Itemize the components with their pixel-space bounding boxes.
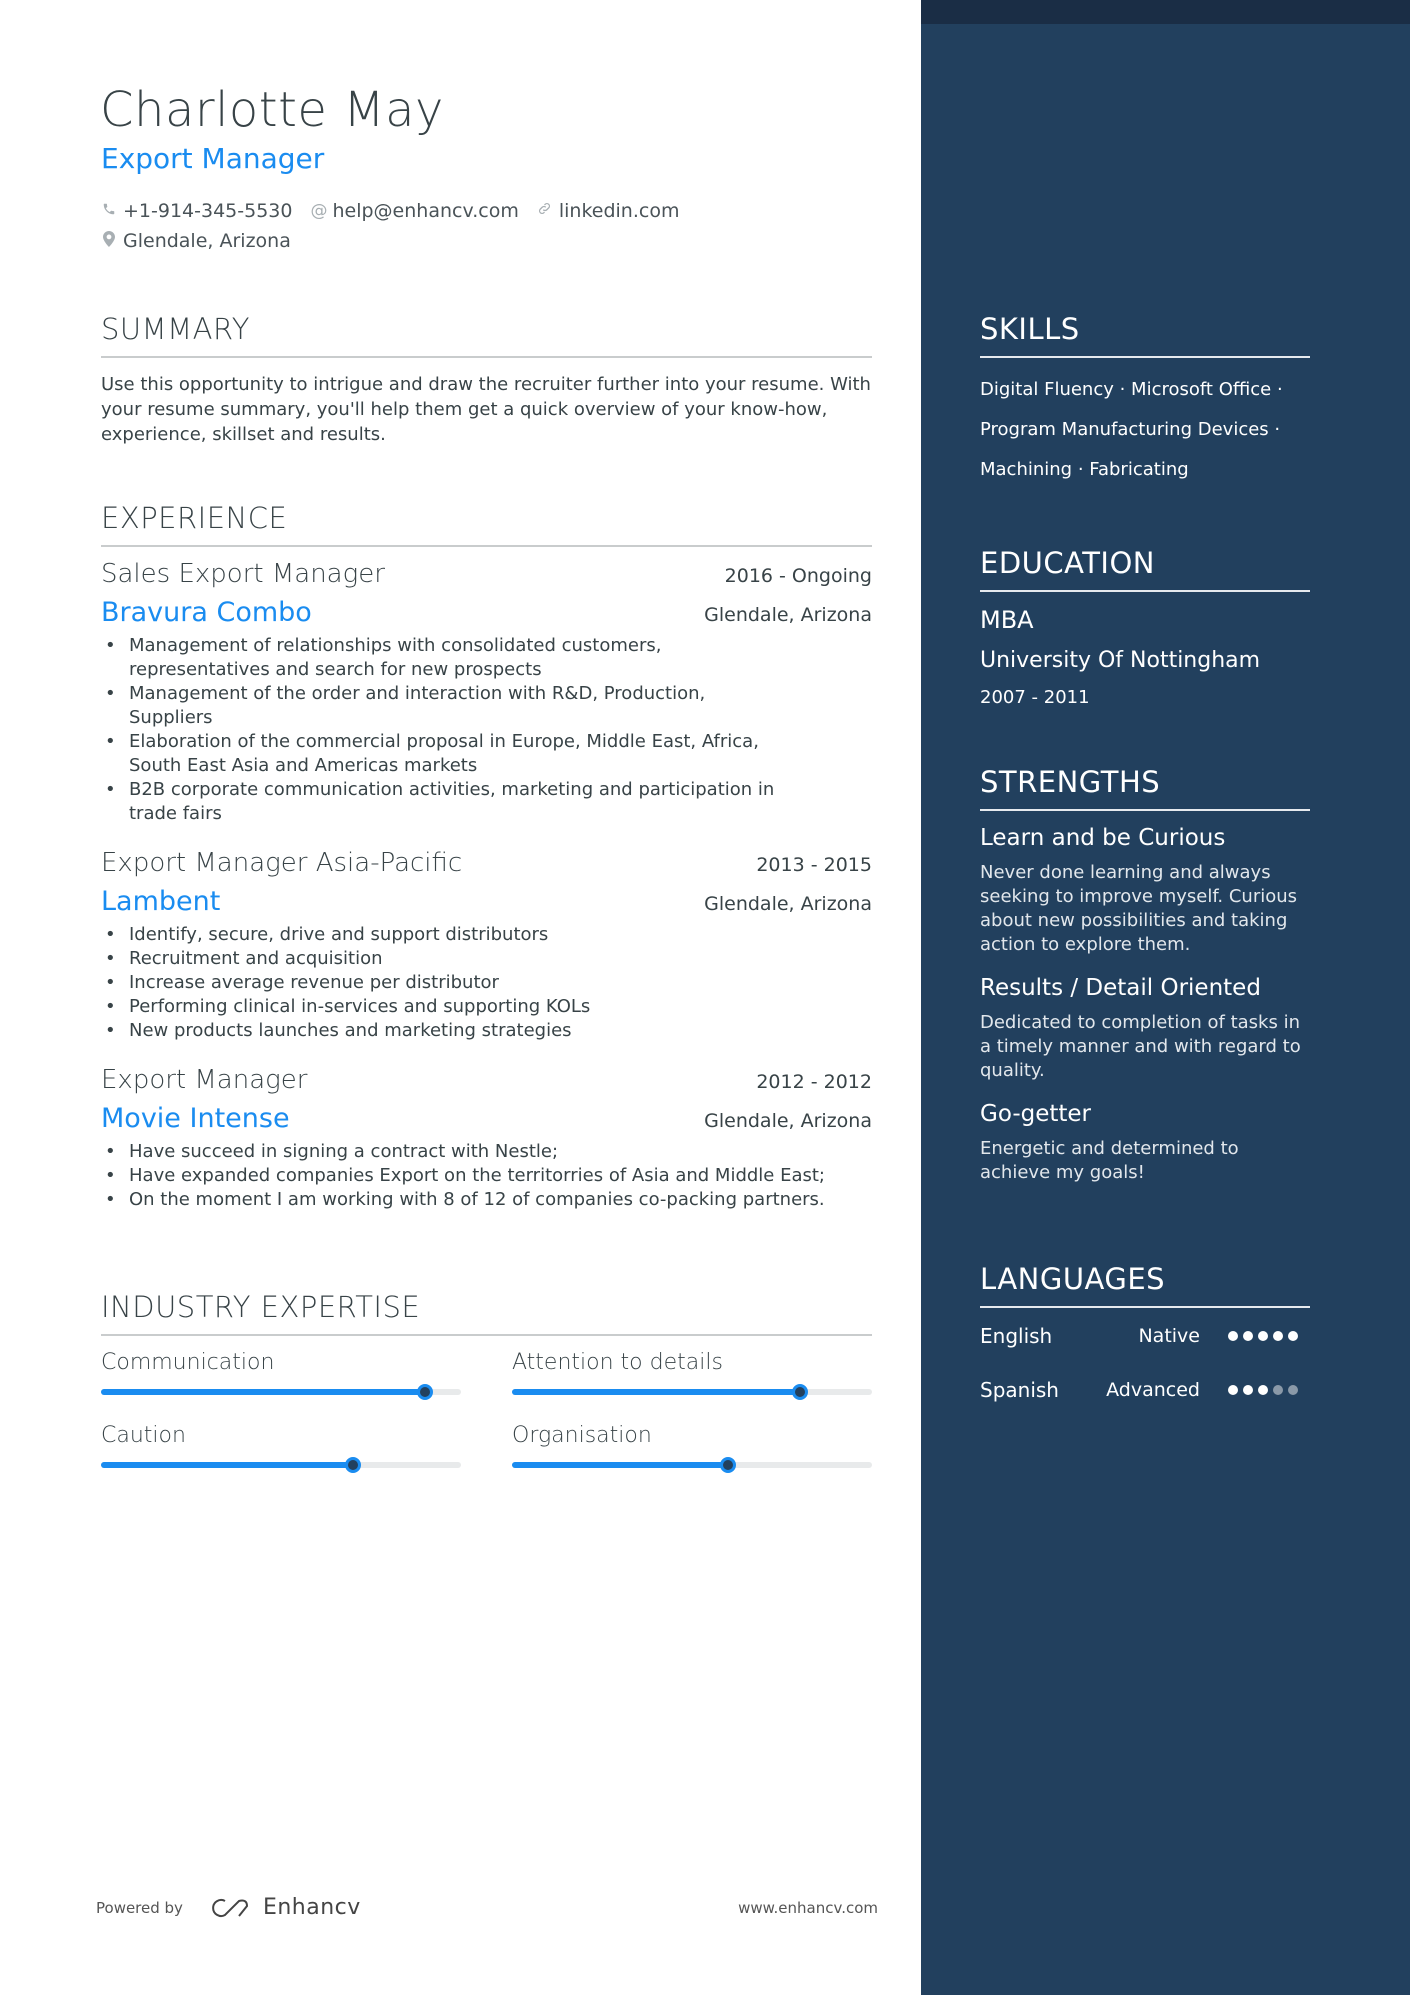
job-role: Export Manager Asia-Pacific xyxy=(101,848,463,878)
slider-knob xyxy=(792,1384,808,1400)
footer-url[interactable]: www.enhancv.com xyxy=(738,1898,878,1917)
strength-item xyxy=(980,975,1310,1083)
experience-section xyxy=(101,501,872,1212)
language-item xyxy=(980,1364,1310,1416)
bullet-item: • Identify, secure, drive and support distributors xyxy=(101,923,781,947)
bullet-item: • Recruitment and acquisition xyxy=(101,947,781,971)
expertise-item xyxy=(512,1423,872,1468)
section-title: LANGUAGES xyxy=(980,1262,1310,1308)
strengths-section xyxy=(980,765,1310,1185)
enhancv-logo-icon xyxy=(209,1896,255,1920)
expertise-label: Communication xyxy=(101,1350,275,1375)
section-title: EXPERIENCE xyxy=(101,501,872,547)
candidate-title: Export Manager xyxy=(101,142,325,175)
powered-by-label: Powered by xyxy=(96,1898,183,1917)
job-company: Lambent xyxy=(101,886,221,917)
slider-knob xyxy=(417,1384,433,1400)
job-entry xyxy=(101,1065,872,1212)
expertise-slider xyxy=(101,1389,461,1395)
dot-filled-icon xyxy=(1243,1331,1253,1341)
summary-text: Use this opportunity to intrigue and draw the recruiter further into your resume. With your resume summary, you'll help them get a quick overview of your know-how, experience, skillset and results. xyxy=(101,374,871,445)
dot-empty-icon xyxy=(1273,1385,1283,1395)
job-location: Glendale, Arizona xyxy=(704,1110,872,1132)
slider-knob xyxy=(345,1457,361,1473)
skills-line: Machining · Fabricating xyxy=(980,459,1189,480)
section-title: SKILLS xyxy=(980,312,1310,358)
job-bullets xyxy=(101,634,872,826)
proficiency-dots xyxy=(1228,1331,1298,1341)
contact-email[interactable] xyxy=(310,200,518,222)
expertise-slider xyxy=(101,1462,461,1468)
job-company: Movie Intense xyxy=(101,1103,290,1134)
bullet-item: • Have succeed in signing a contract with Nestle; xyxy=(101,1140,872,1164)
strength-item xyxy=(980,1101,1310,1185)
expertise-slider xyxy=(512,1462,872,1468)
language-name: Spanish xyxy=(980,1378,1059,1402)
bullet-item: • On the moment I am working with 8 of 12 of companies co-packing partners. xyxy=(101,1188,872,1212)
slider-fill xyxy=(101,1389,425,1395)
sidebar-top-bar xyxy=(921,0,1410,24)
section-title: STRENGTHS xyxy=(980,765,1310,811)
expertise-item xyxy=(512,1350,872,1395)
strength-description: Energetic and determined to achieve my goals! xyxy=(980,1138,1239,1183)
job-entry xyxy=(101,559,872,826)
dot-filled-icon xyxy=(1258,1385,1268,1395)
job-location: Glendale, Arizona xyxy=(704,893,872,915)
job-entry xyxy=(101,848,872,1043)
bullet-item: • Have expanded companies Export on the territorries of Asia and Middle East; xyxy=(101,1164,872,1188)
bullet-item: • Elaboration of the commercial proposal in Europe, Middle East, Africa, South East Asia and Americas markets xyxy=(101,730,781,778)
section-title: INDUSTRY EXPERTISE xyxy=(101,1290,872,1336)
job-dates: 2012 - 2012 xyxy=(756,1071,872,1093)
contact-location xyxy=(101,230,291,252)
edu-school: University Of Nottingham xyxy=(980,648,1261,673)
expertise-label: Caution xyxy=(101,1423,186,1448)
expertise-item xyxy=(101,1350,461,1395)
location-text: Glendale, Arizona xyxy=(123,230,291,252)
contact-phone xyxy=(101,200,292,222)
language-level: Native xyxy=(1138,1325,1200,1347)
job-bullets xyxy=(101,1140,872,1212)
strength-title: Go-getter xyxy=(980,1101,1092,1127)
expertise-label: Attention to details xyxy=(512,1350,723,1375)
dot-filled-icon xyxy=(1243,1385,1253,1395)
expertise-item xyxy=(101,1423,461,1468)
edu-dates: 2007 - 2011 xyxy=(980,687,1090,708)
section-title: SUMMARY xyxy=(101,312,872,358)
proficiency-dots xyxy=(1228,1385,1298,1395)
bullet-item: • Performing clinical in-services and supporting KOLs xyxy=(101,995,781,1019)
expertise-label: Organisation xyxy=(512,1423,652,1448)
bullet-item: • Management of the order and interaction with R&D, Production, Suppliers xyxy=(101,682,781,730)
dot-filled-icon xyxy=(1258,1331,1268,1341)
dot-filled-icon xyxy=(1228,1385,1238,1395)
map-pin-icon xyxy=(101,231,117,252)
industry-expertise-section xyxy=(101,1290,872,1468)
education-section xyxy=(980,546,1310,708)
edu-degree: MBA xyxy=(980,606,1034,634)
at-icon: @ xyxy=(310,201,328,221)
expertise-slider xyxy=(512,1389,872,1395)
strength-title: Results / Detail Oriented xyxy=(980,975,1261,1001)
dot-filled-icon xyxy=(1273,1331,1283,1341)
dot-filled-icon xyxy=(1288,1331,1298,1341)
job-dates: 2016 - Ongoing xyxy=(724,565,872,587)
dot-empty-icon xyxy=(1288,1385,1298,1395)
brand-name: Enhancv xyxy=(262,1895,361,1920)
candidate-name: Charlotte May xyxy=(100,82,444,138)
strength-description: Dedicated to completion of tasks in a timely manner and with regard to quality. xyxy=(980,1012,1301,1081)
skills-line: Digital Fluency · Microsoft Office · xyxy=(980,379,1283,400)
contact-info xyxy=(101,196,697,256)
strength-description: Never done learning and always seeking to improve myself. Curious about new possibilities and taking action to explore them. xyxy=(980,862,1298,955)
slider-fill xyxy=(101,1462,353,1468)
slider-fill xyxy=(512,1462,728,1468)
link-text[interactable]: linkedin.com xyxy=(558,200,680,222)
bullet-item: • New products launches and marketing strategies xyxy=(101,1019,781,1043)
phone-icon xyxy=(101,201,117,221)
skills-list xyxy=(980,370,1310,490)
strength-title: Learn and be Curious xyxy=(980,825,1226,851)
section-title: EDUCATION xyxy=(980,546,1310,592)
job-role: Export Manager xyxy=(101,1065,308,1095)
summary-section xyxy=(101,312,872,447)
link-icon xyxy=(537,201,553,221)
contact-link[interactable] xyxy=(537,200,680,222)
bullet-item: • Increase average revenue per distributor xyxy=(101,971,781,995)
job-dates: 2013 - 2015 xyxy=(756,854,872,876)
slider-fill xyxy=(512,1389,800,1395)
language-name: English xyxy=(980,1324,1053,1348)
bullet-item: • B2B corporate communication activities, marketing and participation in trade fairs xyxy=(101,778,781,826)
dot-filled-icon xyxy=(1228,1331,1238,1341)
slider-knob xyxy=(720,1457,736,1473)
job-company: Bravura Combo xyxy=(101,597,312,628)
phone-text: +1-914-345-5530 xyxy=(123,200,293,222)
strength-item xyxy=(980,825,1310,957)
footer xyxy=(96,1895,878,1920)
enhancv-logo[interactable] xyxy=(209,1895,361,1920)
job-bullets xyxy=(101,923,872,1043)
language-level: Advanced xyxy=(1106,1379,1200,1401)
email-text[interactable]: help@enhancv.com xyxy=(332,200,519,222)
job-role: Sales Export Manager xyxy=(101,559,385,589)
skills-line: Program Manufacturing Devices · xyxy=(980,419,1281,440)
languages-section xyxy=(980,1262,1310,1416)
bullet-item: • Management of relationships with consolidated customers, representatives and search for new prospects xyxy=(101,634,781,682)
skills-section xyxy=(980,312,1310,490)
job-location: Glendale, Arizona xyxy=(704,604,872,626)
language-item xyxy=(980,1310,1310,1362)
